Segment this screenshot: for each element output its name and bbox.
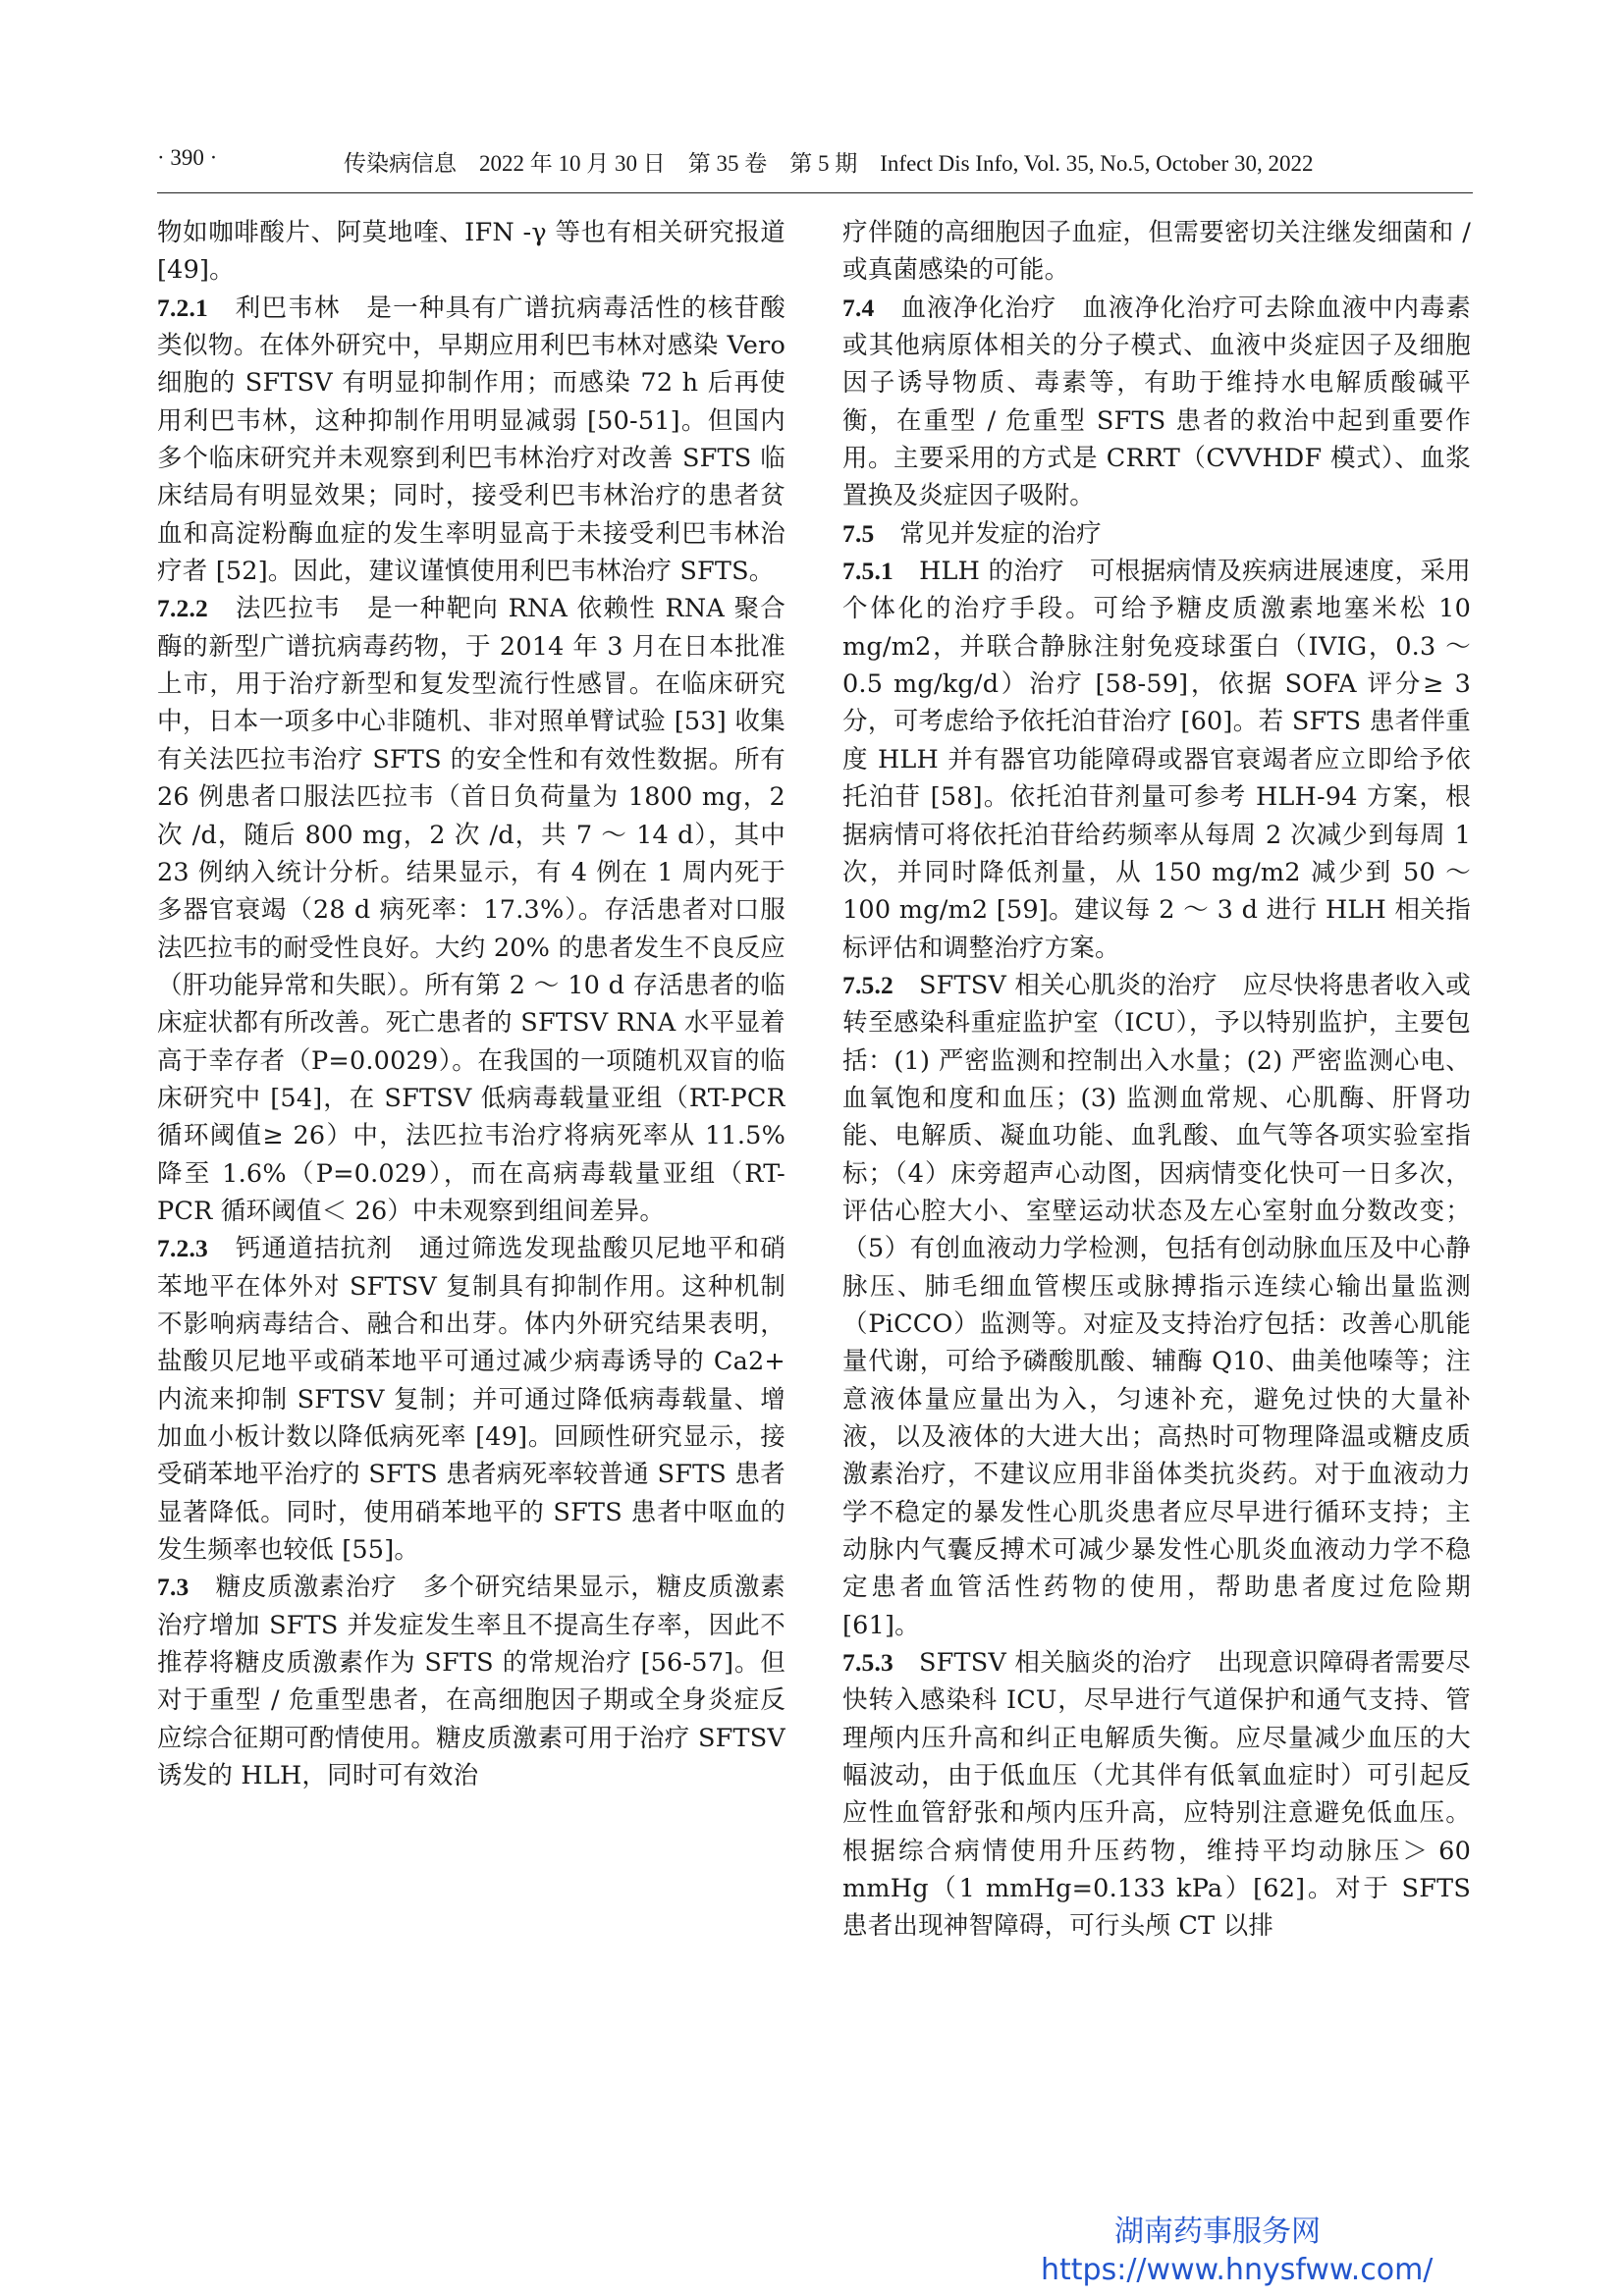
site-watermark (1041, 2213, 1434, 2289)
section-number: 7.3 (157, 1573, 189, 1602)
paragraph-text: HLH 的治疗 可根据病情及疾病进展速度，采用个体化的治疗手段。可给予糖皮质激素地塞米松 10 mg/m2，并联合静脉注射免疫球蛋白（IVIG，0.3 ～ 0.5 mg/kg/d）治疗 [58-59]，依据 SOFA 评分≥ 3 分，可考虑给予依托泊苷治疗 [60]。若 SFTS 患者伴重度 HLH 并有器官功能障碍或器官衰竭者应立即给予依托泊苷 [58]。依托泊苷剂量可参考 HLH-94 方案，根据病情可将依托泊苷给药频率从每周 2 次减少到每周 1 次，并同时降低剂量，从 150 mg/m2 减少到 50 ～ 100 mg/m2 [59]。建议每 2 ～ 3 d 进行 HLH 相关指标评估和调整治疗方案。 (842, 557, 1471, 963)
paragraph (842, 967, 1471, 1644)
paragraph (842, 553, 1471, 967)
section-number: 7.5.2 (842, 970, 893, 999)
paragraph-text: 常见并发症的治疗 (899, 518, 1102, 549)
paragraph (842, 214, 1471, 290)
paragraph-text: 利巴韦林 是一种具有广谱抗病毒活性的核苷酸类似物。在体外研究中，早期应用利巴韦林对感染 Vero 细胞的 SFTSV 有明显抑制作用；而感染 72 h 后再使用利巴韦林，这种抑制作用明显减弱 [50-51]。但国内多个临床研究并未观察到利巴韦林治疗对改善 SFTS 临床结局有明显效果；同时，接受利巴韦林治疗的患者贫血和高淀粉酶血症的发生率明显高于未接受利巴韦林治疗者 [52]。因此，建议谨慎使用利巴韦林治疗 SFTS。 (157, 293, 785, 587)
left-column (157, 214, 785, 2177)
paragraph-text: SFTSV 相关心肌炎的治疗 应尽快将患者收入或转至感染科重症监护室（ICU），予以特别监护，主要包括：(1) 严密监测和控制出入水量；(2) 严密监测心电、血氧饱和度和血压；(3) 监测血常规、心肌酶、肝肾功能、电解质、凝血功能、血乳酸、血气等各项实验室指标；（4）床旁超声心动图，因病情变化快可一日多次，评估心腔大小、室壁运动状态及左心室射血分数改变；（5）有创血液动力学检测，包括有创动脉血压及中心静脉压、肺毛细血管楔压或脉搏指示连续心输出量监测（PiCCO）监测等。对症及支持治疗包括：改善心肌能量代谢，可给予磷酸肌酸、辅酶 Q10、曲美他嗪等；注意液体量应量出为入，匀速补充，避免过快的大量补液，以及液体的大进大出；高热时可物理降温或糖皮质激素治疗，不建议应用非甾体类抗炎药。对于血液动力学不稳定的暴发性心肌炎患者应尽早进行循环支持；主动脉内气囊反搏术可减少暴发性心肌炎血液动力学不稳定患者血管活性药物的使用，帮助患者度过危险期 [61]。 (842, 970, 1471, 1640)
right-column (842, 214, 1471, 2177)
paragraph-text: 钙通道拮抗剂 通过筛选发现盐酸贝尼地平和硝苯地平在体外对 SFTSV 复制具有抑制作用。这种机制不影响病毒结合、融合和出芽。体内外研究结果表明，盐酸贝尼地平或硝苯地平可通过减少病毒诱导的 Ca2+ 内流来抑制 SFTSV 复制；并可通过降低病毒载量、增加血小板计数以降低病死率 [49]。回顾性研究显示，接受硝苯地平治疗的 SFTS 患者病死率较普通 SFTS 患者显著降低。同时，使用硝苯地平的 SFTS 患者中呕血的发生频率也较低 [55]。 (157, 1234, 785, 1566)
paragraph-text: 糖皮质激素治疗 多个研究结果显示，糖皮质激素治疗增加 SFTS 并发症发生率且不提高生存率，因此不推荐将糖皮质激素作为 SFTS 的常规治疗 [56-57]。但对于重型 / 危重型患者，在高细胞因子期或全身炎症反应综合征期可酌情使用。糖皮质激素可用于治疗 SFTSV 诱发的 HLH，同时可有效治 (157, 1573, 785, 1791)
section-number: 7.5 (842, 518, 875, 548)
watermark-url[interactable]: https://www.hnysfww.com/ (1041, 2253, 1434, 2287)
section-number: 7.5.3 (842, 1648, 893, 1678)
header-rule (157, 192, 1473, 193)
paragraph (157, 1569, 785, 1794)
paragraph (842, 1644, 1471, 1946)
paragraph-text: 血液净化治疗 血液净化治疗可去除血液中内毒素或其他病原体相关的分子模式、血液中炎症因子及细胞因子诱导物质、毒素等，有助于维持水电解质酸碱平衡，在重型 / 危重型 SFTS 患者的救治中起到重要作用。主要采用的方式是 CRRT（CVVHDF 模式）、血浆置换及炎症因子吸附。 (842, 293, 1471, 511)
page-number: · 390 · (157, 145, 218, 170)
paragraph-text: 疗伴随的高细胞因子血症，但需要密切关注继发细菌和 / 或真菌感染的可能。 (842, 218, 1471, 286)
running-header (157, 145, 1473, 185)
paragraph-text: 物如咖啡酸片、阿莫地喹、IFN -γ 等也有相关研究报道 [49]。 (157, 218, 785, 286)
section-number: 7.5.1 (842, 557, 893, 586)
paragraph-text: SFTSV 相关脑炎的治疗 出现意识障碍者需要尽快转入感染科 ICU，尽早进行气道保护和通气支持、管理颅内压升高和纠正电解质失衡。应尽量减少血压的大幅波动，由于低血压（尤其伴有低氧血症时）可引起反应性血管舒张和颅内压升高，应特别注意避免低血压。根据综合病情使用升压药物，维持平均动脉压＞ 60 mmHg（1 mmHg=0.133 kPa）[62]。对于 SFTS 患者出现神智障碍，可行头颅 CT 以排 (842, 1648, 1471, 1942)
section-number: 7.4 (842, 293, 875, 322)
paragraph-text: 法匹拉韦 是一种靶向 RNA 依赖性 RNA 聚合酶的新型广谱抗病毒药物，于 2014 年 3 月在日本批准上市，用于治疗新型和复发型流行性感冒。在临床研究中，日本一项多中心非随机、非对照单臂试验 [53] 收集有关法匹拉韦治疗 SFTS 的安全性和有效性数据。所有 26 例患者口服法匹拉韦（首日负荷量为 1800 mg，2 次 /d，随后 800 mg，2 次 /d，共 7 ～ 14 d），其中 23 例纳入统计分析。结果显示，有 4 例在 1 周内死于多器官衰竭（28 d 病死率：17.3%）。存活患者对口服法匹拉韦的耐受性良好。大约 20% 的患者发生不良反应（肝功能异常和失眠）。所有第 2 ～ 10 d 存活患者的临床症状都有所改善。死亡患者的 SFTSV RNA 水平显着高于幸存者（P=0.0029）。在我国的一项随机双盲的临床研究中 [54]，在 SFTSV 低病毒载量亚组（RT-PCR 循环阈值≥ 26）中，法匹拉韦治疗将病死率从 11.5% 降至 1.6%（P=0.029），而在高病毒载量亚组（RT-PCR 循环阈值＜ 26）中未观察到组间差异。 (157, 594, 785, 1226)
paragraph (157, 214, 785, 290)
paragraph (157, 290, 785, 591)
paragraph (157, 1230, 785, 1569)
section-number: 7.2.1 (157, 293, 208, 322)
watermark-name: 湖南药事服务网 (1114, 2215, 1321, 2249)
journal-citation: 传染病信息 2022 年 10 月 30 日 第 35 卷 第 5 期 Infect Dis Info, Vol. 35, No.5, October 30, 2022 (344, 151, 1314, 176)
paragraph (157, 590, 785, 1230)
section-number: 7.2.3 (157, 1234, 208, 1263)
paragraph (842, 290, 1471, 515)
paragraph (842, 515, 1471, 553)
section-number: 7.2.2 (157, 594, 208, 623)
